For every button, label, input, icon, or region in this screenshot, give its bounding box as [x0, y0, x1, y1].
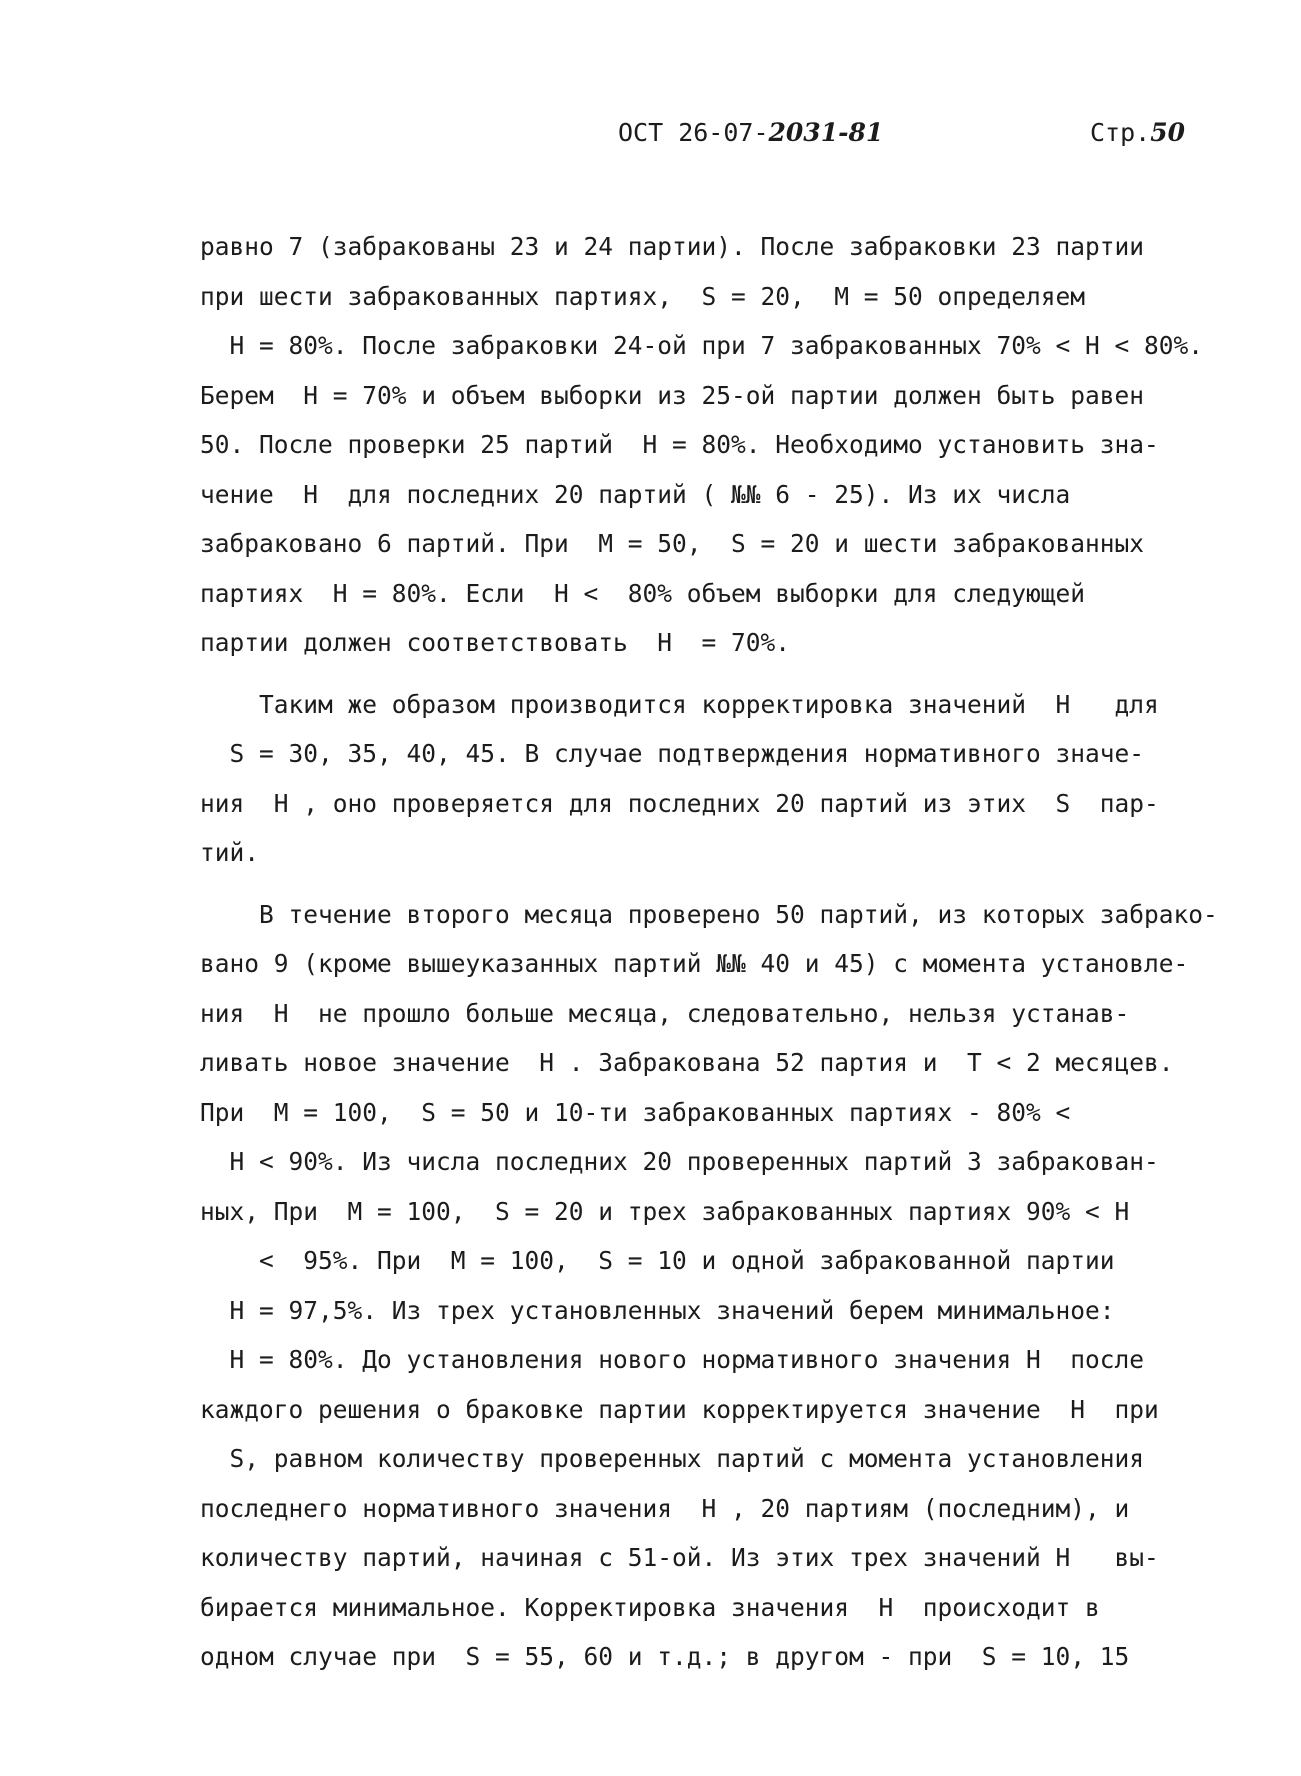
text-line: Берем H = 70% и объем выборки из 25-ой партии должен быть равен: [200, 380, 1145, 410]
paragraph-gap: [200, 878, 1250, 890]
page-number: 50: [1150, 118, 1186, 147]
text-line: ния H не прошло больше месяца, следовательно, нельзя устанав-: [200, 998, 1130, 1028]
paragraph-gap: [200, 668, 1250, 680]
text-line: каждого решения о браковке партии корректируется значение H при: [200, 1394, 1159, 1424]
text-line: чение H для последних 20 партий ( №№ 6 - 25). Из их числа: [200, 479, 1071, 509]
text-line: В течение второго месяца проверено 50 партий, из которых забрако-: [200, 899, 1218, 929]
text-line: партии должен соответствовать H = 70%.: [200, 628, 791, 657]
text-line: ных, При M = 100, S = 20 и трех забракованных партиях 90% < H: [200, 1196, 1130, 1226]
page-label: Стр.: [1090, 118, 1151, 147]
text-line: равно 7 (забракованы 23 и 24 партии). После забраковки 23 партии: [200, 232, 1145, 261]
text-line: < 95%. При M = 100, S = 10 и одной забракованной партии: [200, 1246, 1115, 1275]
page-reference: [1090, 118, 1185, 147]
text-line: забраковано 6 партий. При M = 50, S = 20 и шести забракованных: [200, 529, 1145, 558]
text-line: при шести забракованных партиях, S = 20, M = 50 определяем: [200, 281, 1086, 311]
text-line: последнего нормативного значения H , 20 партиям (последним), и: [200, 1493, 1130, 1523]
text-line: S = 30, 35, 40, 45. В случае подтверждения нормативного значе-: [200, 739, 1145, 768]
text-line: H = 80%. После забраковки 24-ой при 7 забракованных 70% < H < 80%.: [200, 331, 1204, 360]
text-line: 50. После проверки 25 партий H = 80%. Необходимо установить зна-: [200, 430, 1159, 459]
text-line: ливать новое значение H . Забракована 52 партия и T < 2 месяцев.: [200, 1048, 1174, 1077]
text-line: бирается минимальное. Корректировка значения H происходит в: [200, 1592, 1100, 1622]
page-header: [0, 118, 1301, 158]
text-line: H < 90%. Из числа последних 20 проверенных партий 3 забракован-: [200, 1147, 1159, 1176]
text-line: ния H , оно проверяется для последних 20 партий из этих S пар-: [200, 788, 1159, 818]
document-code: [618, 118, 883, 147]
body-text: [200, 222, 1250, 1682]
doc-code-prefix: ОСТ 26-07-: [618, 118, 769, 147]
text-line: вано 9 (кроме вышеуказанных партий №№ 40 и 45) с момента установле-: [200, 949, 1189, 978]
text-line: тий.: [200, 838, 260, 867]
text-line: При M = 100, S = 50 и 10-ти забракованных партиях - 80% <: [200, 1097, 1071, 1127]
text-line: S, равном количеству проверенных партий с момента установления: [200, 1444, 1145, 1473]
doc-code-number: 2031-81: [768, 118, 884, 147]
text-line: H = 80%. До установления нового нормативного значения H после: [200, 1345, 1145, 1374]
text-line: партиях H = 80%. Если H < 80% объем выборки для следующей: [200, 578, 1086, 608]
text-line: Таким же образом производится корректировка значений H для: [200, 689, 1159, 719]
text-line: H = 97,5%. Из трех установленных значений берем минимальное:: [200, 1295, 1115, 1325]
text-line: одном случае при S = 55, 60 и т.д.; в другом - при S = 10, 15: [200, 1642, 1130, 1671]
text-line: количеству партий, начиная с 51-ой. Из этих трех значений H вы-: [200, 1543, 1159, 1572]
